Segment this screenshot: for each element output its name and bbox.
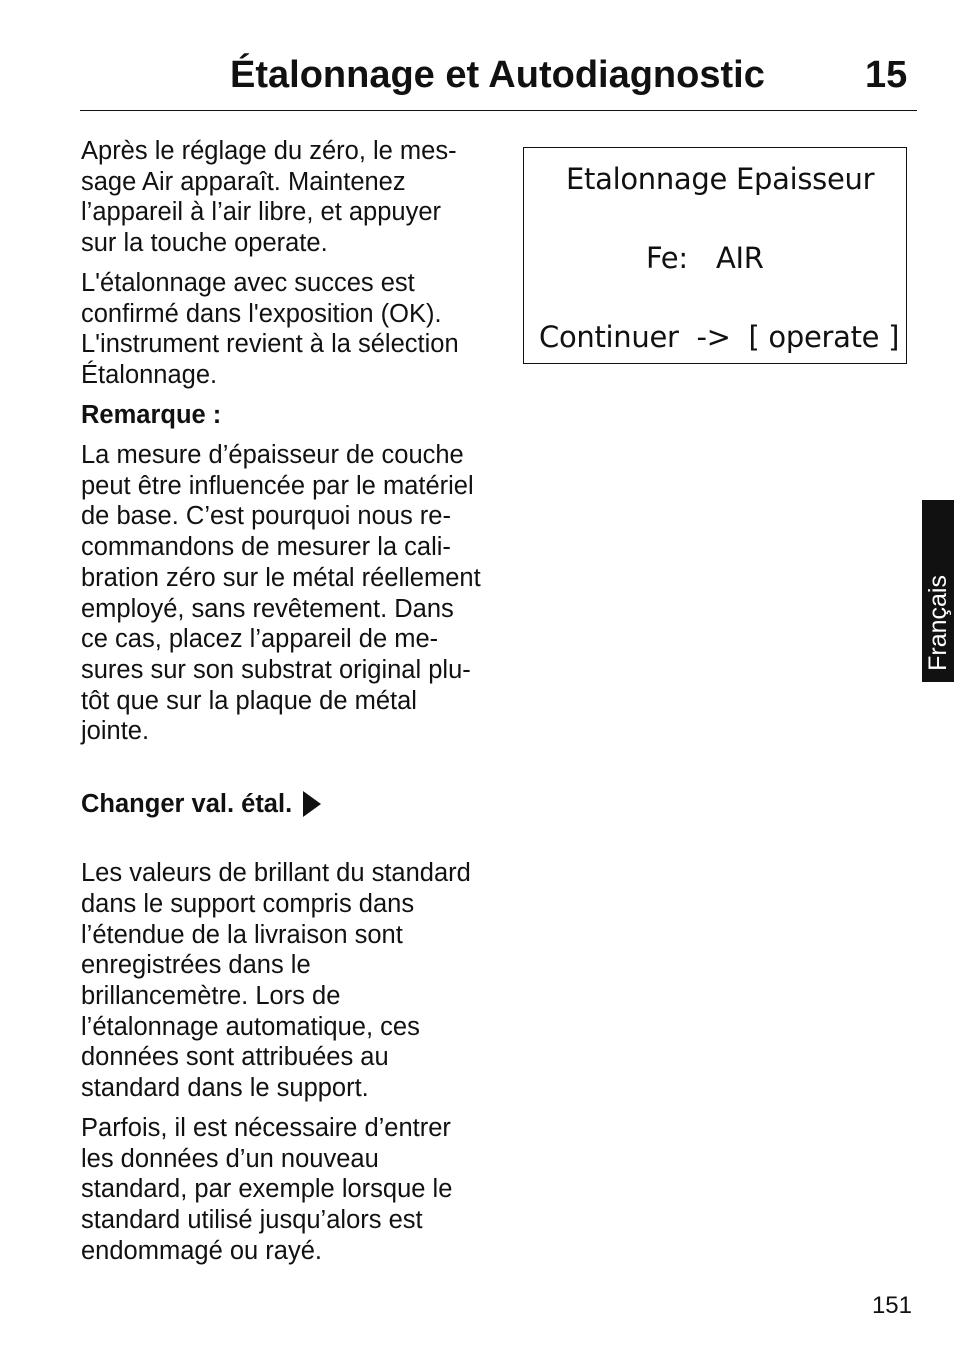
text-line: données sont attribuées au — [81, 1043, 389, 1072]
page-number: 151 — [871, 1292, 912, 1319]
section-heading — [81, 789, 501, 820]
remark-heading-block — [81, 400, 501, 431]
text-line: standard dans le support. — [81, 1074, 369, 1103]
text-line: dans le support compris dans — [81, 889, 415, 918]
section-heading-text: Changer val. étal. — [81, 790, 293, 819]
text-column — [81, 136, 501, 1266]
text-line: endommagé ou rayé. — [81, 1236, 322, 1265]
text-line: l’étalonnage automatique, ces — [81, 1012, 420, 1041]
text-line: peut être influencée par le matériel — [81, 471, 474, 500]
text-line: Étalonnage. — [81, 361, 218, 390]
paragraph — [81, 858, 501, 1104]
text-line: brillancemètre. Lors de — [81, 981, 341, 1010]
text-line: jointe. — [81, 717, 150, 746]
chapter-number: 15 — [865, 54, 908, 96]
text-line: La mesure d’épaisseur de couche — [81, 441, 464, 470]
display-material-value: AIR — [716, 241, 764, 275]
text-line: de base. C’est pourquoi nous re- — [81, 502, 451, 531]
text-line: standard utilisé jusqu’alors est — [81, 1206, 423, 1235]
text-line: Parfois, il est nécessaire d’entrer — [81, 1114, 451, 1143]
paragraph — [81, 136, 501, 259]
text-line: commandons de mesurer la cali- — [81, 533, 451, 562]
display-prompt: Continuer -> [ operate ] — [539, 320, 900, 354]
text-line: Les valeurs de brillant du standard — [81, 859, 471, 888]
lcd-display — [523, 147, 907, 364]
paragraph — [81, 268, 501, 391]
paragraph — [81, 440, 501, 747]
text-line: tôt que sur la plaque de métal — [81, 686, 417, 715]
text-line: L'étalonnage avec succes est — [81, 269, 415, 298]
chapter-title: Étalonnage et Autodiagnostic — [230, 54, 765, 96]
display-material-label: Fe: — [646, 241, 688, 275]
text-line: L'instrument revient à la sélection — [81, 330, 459, 359]
display-title: Etalonnage Epaisseur — [566, 162, 875, 196]
text-line: ce cas, placez l’appareil de me- — [81, 625, 439, 654]
text-line: enregistrées dans le — [81, 951, 311, 980]
text-line: les données d’un nouveau — [81, 1144, 379, 1173]
text-line: l’appareil à l’air libre, et appuyer — [81, 198, 442, 227]
triangle-right-icon — [303, 791, 321, 817]
text-line: l’étendue de la livraison sont — [81, 920, 403, 949]
text-line: confirmé dans l'exposition (OK). — [81, 299, 442, 328]
text-line: standard, par exemple lorsque le — [81, 1175, 453, 1204]
language-tab-label: Français — [924, 575, 952, 671]
paragraph — [81, 1113, 501, 1266]
text-line: employé, sans revêtement. Dans — [81, 594, 454, 623]
section-heading-block — [81, 789, 501, 820]
text-line: sures sur son substrat original plu- — [81, 655, 471, 684]
text-line: bration zéro sur le métal réellement — [81, 563, 481, 592]
language-tab — [922, 500, 954, 682]
remark-heading: Remarque : — [81, 401, 222, 430]
text-line: sur la touche operate. — [81, 229, 328, 258]
text-line: sage Air apparaît. Maintenez — [81, 167, 406, 196]
header-divider — [80, 110, 917, 111]
text-line: Après le réglage du zéro, le mes- — [81, 137, 457, 165]
